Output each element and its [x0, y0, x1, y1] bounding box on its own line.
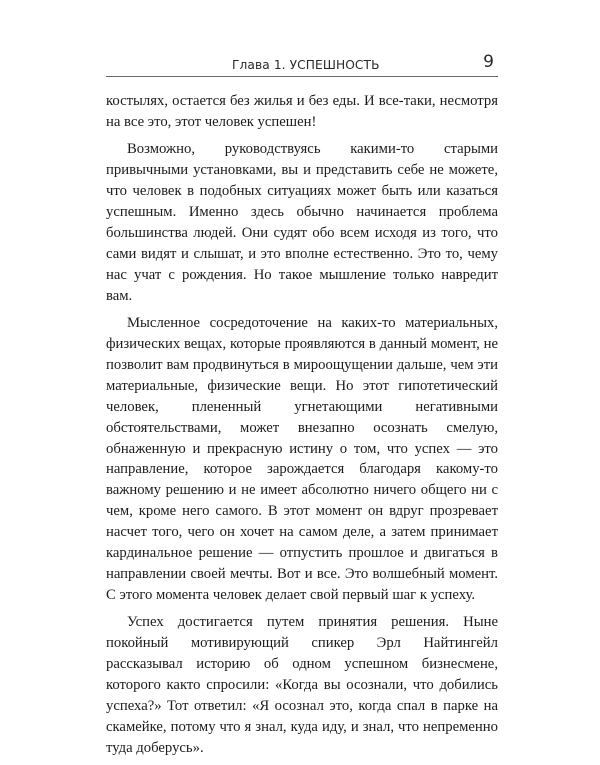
running-header [106, 48, 498, 77]
chapter-title: Глава 1. УСПЕШНОСТЬ [232, 58, 380, 72]
paragraph: Мысленное сосредоточение на каких-то материальных, физических вещах, которые проявляются в данный момент, не позволит вам продвинуться в мироощущении дальше, чем эти материальные, физические вещи. Но этот гипотетический человек, плененный угнетающими негативными обстоятельствами, может внезапно осознать смелую, обнаженную и прекрасную истину о том, что успех — это направление, которое зарождается благодаря какому-то важному решению и не имеет абсолютно ничего общего ни с чем, кроме него самого. В этот момент он вдруг прозревает насчет того, чего он хочет на самом деле, а затем принимает кардинальное решение — отпустить прошлое и двигаться в направлении своей мечты. Вот и все. Это волшебный момент. С этого момента человек делает свой первый шаг к успеху. [106, 315, 498, 603]
body-text [106, 91, 498, 765]
page-number: 9 [483, 52, 494, 72]
paragraph: костылях, остается без жилья и без еды. И все-таки, несмотря на все это, этот человек успешен! [106, 93, 498, 130]
paragraph: Успех достигается путем принятия решения. Ныне покойный мотивирующий спикер Эрл Найтингейл рассказывал историю об одном успешном бизнесмене, которого както спросили: «Когда вы осознали, что добились успеха?» Тот ответил: «Я осознал это, когда спал в парке на скамейке, потому что я знал, куда иду, и знал, что непременно туда доберусь». [106, 614, 498, 756]
paragraph: Возможно, руководствуясь какими-то старыми привычными установками, вы и представить себе не можете, что человек в подобных ситуациях может быть или казаться успешным. Именно здесь обычно начинается проблема большинства людей. Они судят обо всем исходя из того, что сами видят и слышат, и это вполне естественно. Это то, чему нас учат с рождения. Но такое мышление только навредит вам. [106, 141, 498, 304]
